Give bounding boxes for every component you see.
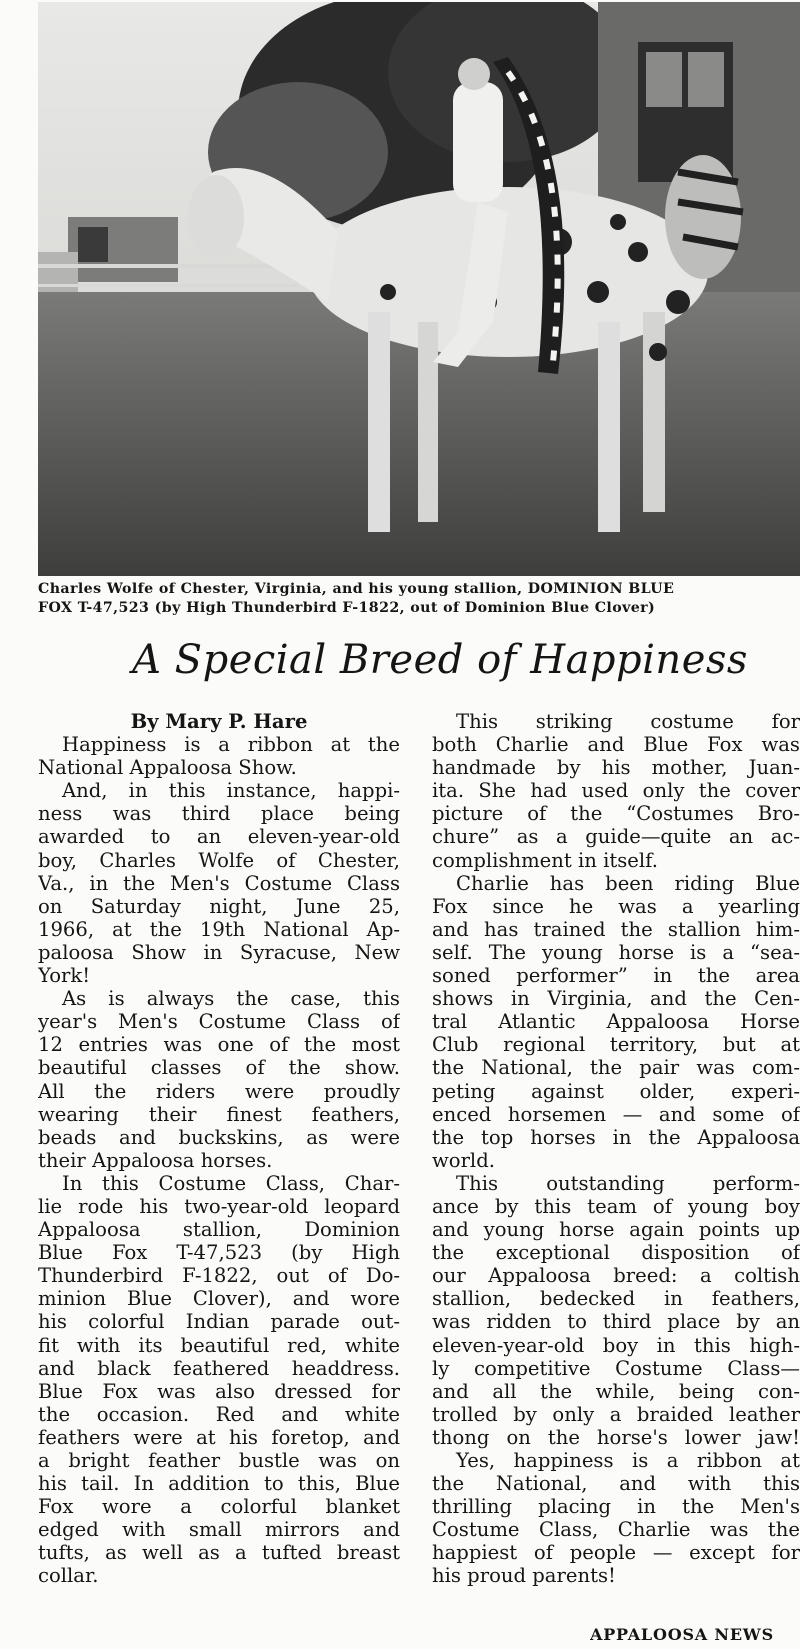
text-line: 12 entries was one of the most	[38, 1033, 400, 1057]
text-line: Fox wore a colorful blanket	[38, 1495, 400, 1519]
text-line: As is always the case, this	[62, 987, 400, 1011]
text-line: Appaloosa stallion, Dominion	[38, 1218, 400, 1242]
text-line: lie rode his two-year-old leopard	[38, 1194, 400, 1218]
text-line: Fox since he was a yearling	[432, 894, 800, 918]
text-line: the occasion. Red and white	[38, 1402, 400, 1426]
text-line: thong on the horse's lower jaw!	[432, 1425, 800, 1449]
text-line: on Saturday night, June 25,	[38, 894, 400, 918]
text-line: This striking costume for	[456, 710, 800, 733]
text-line: his proud parents!	[432, 1564, 616, 1588]
text-line: both Charlie and Blue Fox was	[432, 733, 800, 757]
text-line: happiest of people — except for	[432, 1541, 800, 1565]
text-line: beautiful classes of the show.	[38, 1056, 400, 1080]
text-line: Thunderbird F-1822, out of Do-	[38, 1264, 400, 1288]
text-line: edged with small mirrors and	[38, 1518, 400, 1542]
text-line: Va., in the Men's Costume Class	[38, 871, 400, 895]
article-photo	[38, 2, 800, 576]
text-line: All the riders were proudly	[38, 1079, 400, 1103]
text-line: Blue Fox was also dressed for	[38, 1379, 400, 1403]
text-line: the National, the pair was com-	[432, 1056, 800, 1080]
text-line: ance by this team of young boy	[432, 1194, 800, 1218]
text-line: our Appaloosa breed: a coltish	[432, 1264, 800, 1288]
text-line: peting against older, experi-	[432, 1079, 800, 1103]
text-line: the exceptional disposition of	[432, 1241, 800, 1265]
text-line: his tail. In addition to this, Blue	[38, 1472, 400, 1496]
text-line: Blue Fox T-47,523 (by High	[38, 1241, 400, 1265]
text-line: paloosa Show in Syracuse, New	[38, 940, 400, 964]
text-line: a bright feather bustle was on	[38, 1449, 400, 1472]
text-line: handmade by his mother, Juan-	[432, 756, 800, 780]
text-line: wearing their finest feathers,	[38, 1102, 400, 1126]
text-line: their Appaloosa horses.	[38, 1148, 273, 1172]
text-line: his colorful Indian parade out-	[38, 1310, 400, 1334]
caption-line: Charles Wolfe of Chester, Virginia, and his young stallion, DOMINION BLUE	[38, 581, 675, 597]
article-headline: A Special Breed of Happiness	[132, 637, 748, 683]
text-line: fit with its beautiful red, white	[38, 1333, 400, 1357]
text-line: and young horse again points up	[432, 1218, 800, 1242]
text-line: York!	[38, 964, 91, 988]
text-line: Club regional territory, but at	[432, 1033, 800, 1057]
text-line: and black feathered headdress.	[38, 1356, 400, 1380]
text-line: National Appaloosa Show.	[38, 756, 297, 780]
text-line: ita. She had used only the cover	[432, 779, 800, 803]
text-line: 1966, at the 19th National Ap-	[38, 917, 400, 941]
text-line: Yes, happiness is a ribbon at	[456, 1449, 800, 1472]
text-line: And, in this instance, happi-	[62, 779, 400, 803]
text-line: the top horses in the Appaloosa	[432, 1125, 800, 1149]
text-line: boy, Charles Wolfe of Chester,	[38, 848, 400, 872]
text-line: tufts, as well as a tufted breast	[38, 1541, 400, 1565]
text-line: chure” as a guide—quite an ac-	[432, 825, 800, 849]
left-column	[38, 710, 400, 1588]
text-line: ness was third place being	[38, 802, 400, 826]
byline: By Mary P. Hare	[130, 710, 308, 733]
text-line: tral Atlantic Appaloosa Horse	[432, 1010, 800, 1034]
text-line: soned performer” in the area	[432, 964, 800, 988]
text-line: collar.	[38, 1564, 99, 1588]
text-line: and all the while, being con-	[432, 1379, 800, 1403]
text-line: self. The young horse is a “sea-	[432, 940, 800, 964]
text-line: beads and buckskins, as were	[38, 1125, 400, 1149]
publication-footer: APPALOOSA NEWS	[590, 1625, 774, 1644]
text-line: This outstanding perform-	[456, 1171, 800, 1195]
text-line: year's Men's Costume Class of	[38, 1010, 400, 1034]
text-line: eleven-year-old boy in this high-	[432, 1333, 800, 1357]
text-line: picture of the “Costumes Bro-	[432, 802, 800, 826]
text-line: trolled by only a braided leather	[432, 1402, 800, 1426]
photo-caption	[38, 580, 800, 618]
text-line: thrilling placing in the Men's	[432, 1495, 800, 1519]
text-line: was ridden to third place by an	[432, 1310, 800, 1334]
text-line: Costume Class, Charlie was the	[432, 1518, 800, 1542]
right-column	[432, 710, 800, 1588]
text-line: and has trained the stallion him-	[432, 917, 800, 941]
text-line: Charlie has been riding Blue	[456, 871, 800, 895]
text-line: shows in Virginia, and the Cen-	[432, 987, 800, 1011]
horse-rider-photo	[38, 2, 800, 576]
text-line: minion Blue Clover), and wore	[38, 1287, 400, 1311]
text-line: awarded to an eleven-year-old	[38, 825, 400, 849]
text-line: feathers were at his foretop, and	[38, 1425, 400, 1449]
text-line: complishment in itself.	[432, 848, 658, 872]
text-line: the National, and with this	[432, 1472, 800, 1496]
caption-line: FOX T-47,523 (by High Thunderbird F-1822, out of Dominion Blue Clover)	[38, 600, 656, 616]
text-line: Happiness is a ribbon at the	[62, 733, 400, 757]
text-line: stallion, bedecked in feathers,	[432, 1287, 800, 1311]
text-line: ly competitive Costume Class—	[432, 1356, 800, 1380]
text-line: world.	[432, 1148, 495, 1172]
text-line: enced horsemen — and some of	[432, 1102, 800, 1126]
text-line: In this Costume Class, Char-	[62, 1171, 400, 1195]
